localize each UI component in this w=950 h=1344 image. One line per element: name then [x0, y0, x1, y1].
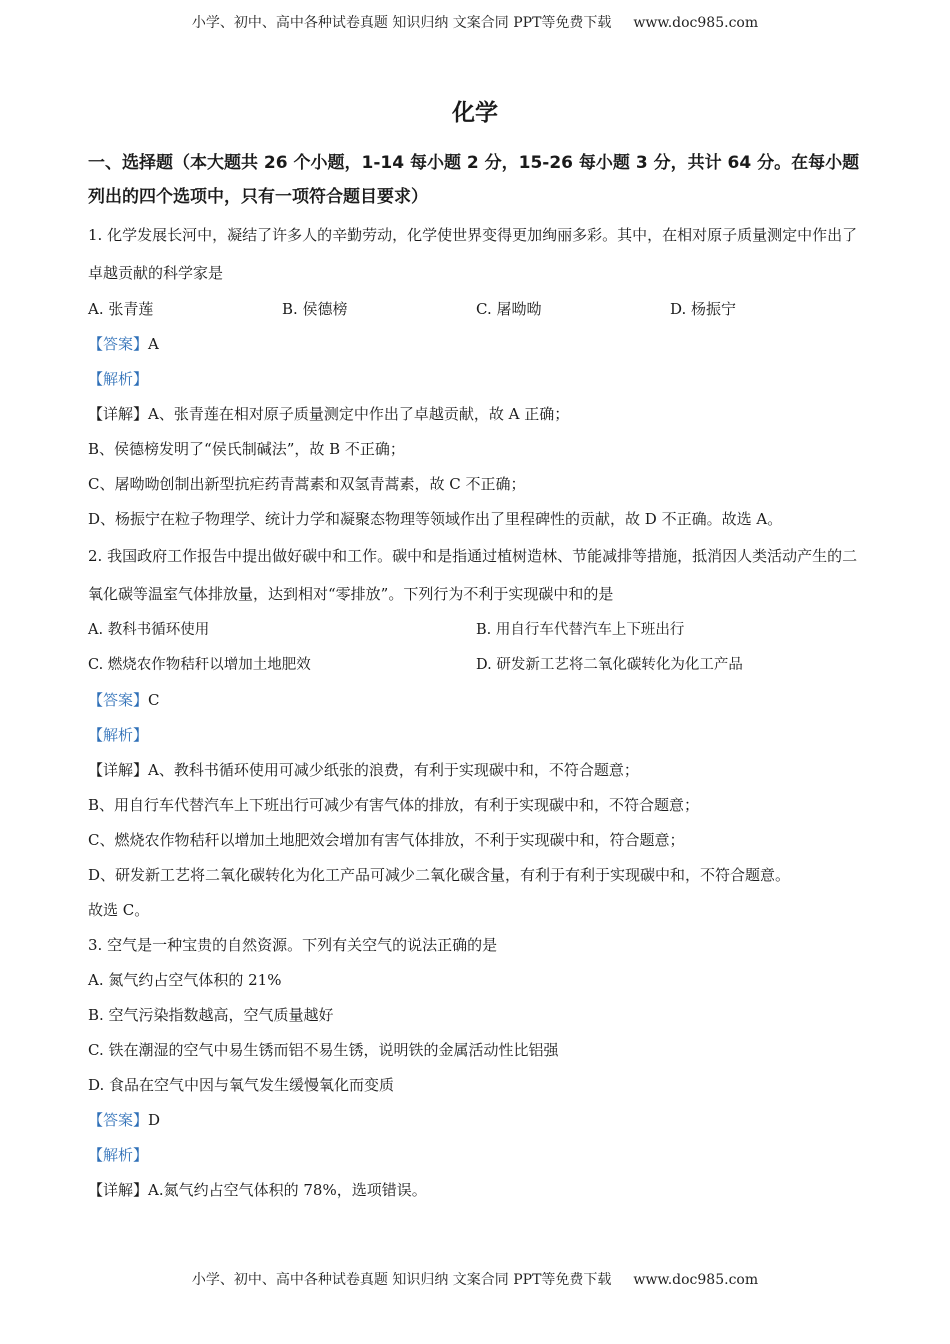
answer-line — [88, 683, 868, 718]
option-d: D. 食品在空气中因与氧气发生缓慢氧化而变质 — [88, 1076, 395, 1094]
detail-line: B、用自行车代替汽车上下班出行可减少有害气体的排放，有利于实现碳中和，不符合题意； — [88, 796, 700, 814]
question-1 — [88, 216, 868, 537]
header-text: 小学、初中、高中各种试卷真题 知识归纳 文案合同 PPT等免费下载 — [191, 15, 612, 31]
question-2-options-row-1 — [88, 613, 868, 648]
analysis-label: 【解析】 — [88, 726, 149, 744]
analysis-line — [88, 718, 868, 753]
detail-label: 【详解】 — [88, 405, 149, 423]
question-3 — [88, 928, 868, 1208]
option-c: C. 铁在潮湿的空气中易生锈而铝不易生锈，说明铁的金属活动性比铝强 — [88, 1041, 559, 1059]
question-2-stem: 2. 我国政府工作报告中提出做好碳中和工作。碳中和是指通过植树造林、节能减排等措施，抵消因人类活动产生的二氧化碳等温室气体排放量，达到相对“零排放”。下列行为不利于实现碳中和的是 — [88, 547, 858, 603]
detail-label: 【详解】 — [88, 761, 149, 779]
option-c: C. 燃烧农作物秸秆以增加土地肥效 — [88, 657, 311, 673]
question-1-stem: 1. 化学发展长河中，凝结了许多人的辛勤劳动，化学使世界变得更加绚丽多彩。其中，在相对原子质量测定中作出了卓越贡献的科学家是 — [88, 226, 858, 282]
footer-site-link[interactable]: www.doc985.com — [633, 1272, 759, 1288]
page-footer — [0, 1269, 950, 1289]
detail-line: 故选 C。 — [88, 901, 150, 919]
detail-line: D、研发新工艺将二氧化碳转化为化工产品可减少二氧化碳含量，有利于有利于实现碳中和，不符合题意。 — [88, 866, 791, 884]
detail-text: A.氮气约占空气体积的 78%，选项错误。 — [148, 1181, 427, 1199]
detail-text: A、教科书循环使用可减少纸张的浪费，有利于实现碳中和，不符合题意； — [148, 761, 639, 779]
option-b: B. 侯德榜 — [282, 300, 348, 318]
answer-label: 【答案】 — [88, 1111, 149, 1129]
question-2 — [88, 537, 868, 928]
header-site-link[interactable]: www.doc985.com — [633, 15, 759, 31]
option-a: A. 教科书循环使用 — [88, 622, 210, 638]
answer-line — [88, 1103, 868, 1138]
page-header — [0, 12, 950, 32]
page-title: 化学 — [452, 100, 498, 126]
document-body — [88, 146, 868, 1208]
option-d: D. 研发新工艺将二氧化碳转化为化工产品 — [476, 657, 743, 673]
detail-line: D、杨振宁在粒子物理学、统计力学和凝聚态物理等领域作出了里程碑性的贡献，故 D 不正确。故选 A。 — [88, 510, 783, 528]
analysis-line — [88, 1138, 868, 1173]
answer-value: D — [148, 1111, 161, 1129]
detail-line: C、屠呦呦创制出新型抗疟药青蒿素和双氢青蒿素，故 C 不正确； — [88, 475, 526, 493]
option-a: A. 张青莲 — [88, 300, 154, 318]
answer-value: A — [148, 335, 159, 353]
detail-line — [88, 397, 868, 432]
answer-value: C — [148, 691, 160, 709]
answer-label: 【答案】 — [88, 691, 149, 709]
option-b: B. 用自行车代替汽车上下班出行 — [476, 622, 685, 638]
answer-label: 【答案】 — [88, 335, 149, 353]
detail-line: B、侯德榜发明了“侯氏制碱法”，故 B 不正确； — [88, 440, 405, 458]
question-2-options-row-2 — [88, 648, 868, 683]
question-1-options — [88, 292, 868, 327]
option-a: A. 氮气约占空气体积的 21% — [88, 971, 282, 989]
analysis-label: 【解析】 — [88, 370, 149, 388]
footer-text: 小学、初中、高中各种试卷真题 知识归纳 文案合同 PPT等免费下载 — [191, 1272, 612, 1288]
detail-line — [88, 1173, 868, 1208]
option-c: C. 屠呦呦 — [476, 300, 542, 318]
analysis-line — [88, 362, 868, 397]
detail-text: A、张青莲在相对原子质量测定中作出了卓越贡献，故 A 正确； — [148, 405, 570, 423]
detail-label: 【详解】 — [88, 1181, 149, 1199]
detail-line — [88, 753, 868, 788]
analysis-label: 【解析】 — [88, 1146, 149, 1164]
option-d: D. 杨振宁 — [670, 300, 737, 318]
answer-line — [88, 327, 868, 362]
detail-line: C、燃烧农作物秸秆以增加土地肥效会增加有害气体排放，不利于实现碳中和，符合题意； — [88, 831, 685, 849]
question-3-stem: 3. 空气是一种宝贵的自然资源。下列有关空气的说法正确的是 — [88, 936, 498, 954]
option-b: B. 空气污染指数越高，空气质量越好 — [88, 1006, 334, 1024]
section-heading: 一、选择题（本大题共 26 个小题，1-14 每小题 2 分，15-26 每小题 3 分，共计 64 分。在每小题列出的四个选项中，只有一项符合题目要求） — [88, 153, 860, 207]
